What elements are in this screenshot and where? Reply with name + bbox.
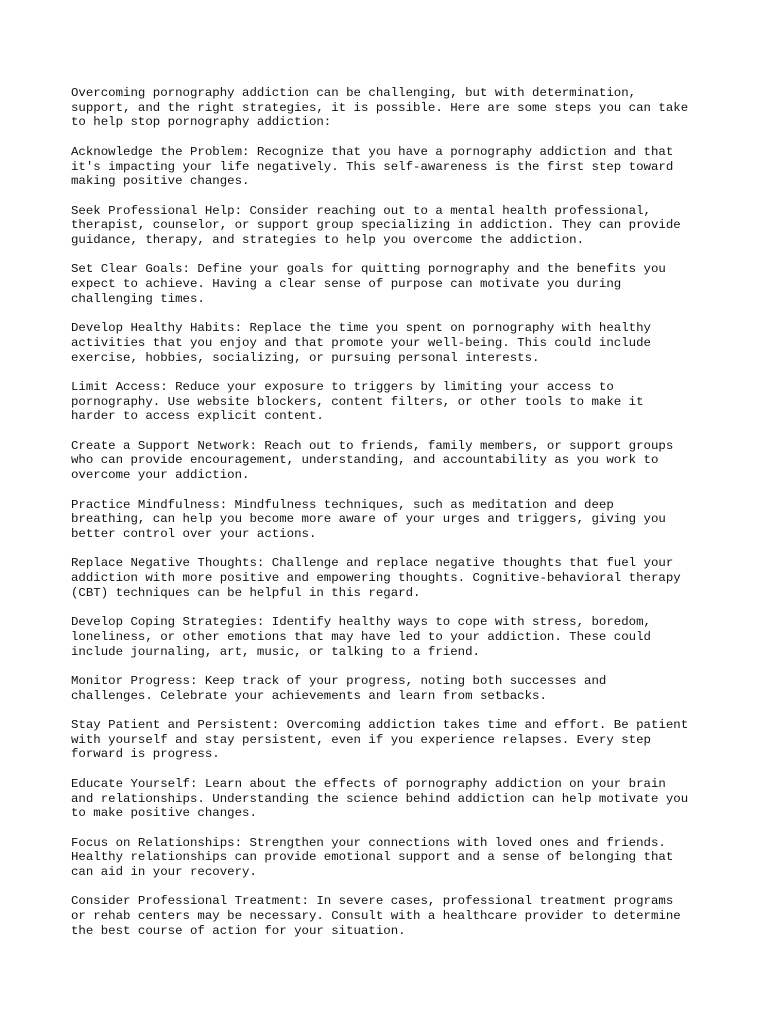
step-paragraph: Focus on Relationships: Strengthen your connections with loved ones and friends. Healthy relationships can provide emotional support and a sense of belonging that can aid in your recovery. <box>71 835 674 880</box>
step-paragraph: Stay Patient and Persistent: Overcoming addiction takes time and effort. Be patient with yourself and stay persistent, even if you experience relapses. Every step forward is progress. <box>71 718 689 762</box>
step-paragraph: Practice Mindfulness: Mindfulness techniques, such as meditation and deep breathing, can help you become more aware of your urges and triggers, giving you better control over your actions. <box>71 497 666 541</box>
step-paragraph: Set Clear Goals: Define your goals for quitting pornography and the benefits you expect to achieve. Having a clear sense of purpose can motivate you during challenging times. <box>71 262 666 306</box>
step-paragraph: Seek Professional Help: Consider reaching out to a mental health professional, therapist, counselor, or support group specializing in addiction. They can provide guidance, therapy, and strategies to help you overcome the addiction. <box>71 203 681 247</box>
document-page <box>71 86 711 953</box>
step-paragraph: Limit Access: Reduce your exposure to triggers by limiting your access to pornography. Use website blockers, content filters, or other tools to make it harder to access explicit content. <box>71 379 644 424</box>
step-paragraph: Acknowledge the Problem: Recognize that you have a pornography addiction and that it's impacting your life negatively. This self-awareness is the first step toward making positive changes. <box>71 144 674 189</box>
intro-paragraph: Overcoming pornography addiction can be challenging, but with determination, support, and the right strategies, it is possible. Here are some steps you can take to help stop pornography addiction: <box>71 86 689 130</box>
step-paragraph: Develop Healthy Habits: Replace the time you spent on pornography with healthy activities that you enjoy and that promote your well-being. This could include exercise, hobbies, socializing, or pursuing personal interests. <box>71 321 651 365</box>
step-paragraph: Monitor Progress: Keep track of your progress, noting both successes and challenges. Celebrate your achievements and learn from setbacks. <box>71 673 607 703</box>
step-paragraph: Educate Yourself: Learn about the effects of pornography addiction on your brain and relationships. Understanding the science behind addiction can help motivate you to make positive changes. <box>71 776 689 821</box>
step-paragraph: Replace Negative Thoughts: Challenge and replace negative thoughts that fuel your addiction with more positive and empowering thoughts. Cognitive-behavioral therapy (CBT) techniques can be helpful in this regard. <box>71 556 681 600</box>
step-paragraph: Consider Professional Treatment: In severe cases, professional treatment programs or rehab centers may be necessary. Consult with a healthcare provider to determine the best course of action for your situation. <box>71 894 681 938</box>
step-paragraph: Develop Coping Strategies: Identify healthy ways to cope with stress, boredom, loneliness, or other emotions that may have led to your addiction. These could include journaling, art, music, or talking to a friend. <box>71 615 651 659</box>
step-paragraph: Create a Support Network: Reach out to friends, family members, or support groups who can provide encouragement, understanding, and accountability as you work to overcome your addiction. <box>71 438 674 483</box>
